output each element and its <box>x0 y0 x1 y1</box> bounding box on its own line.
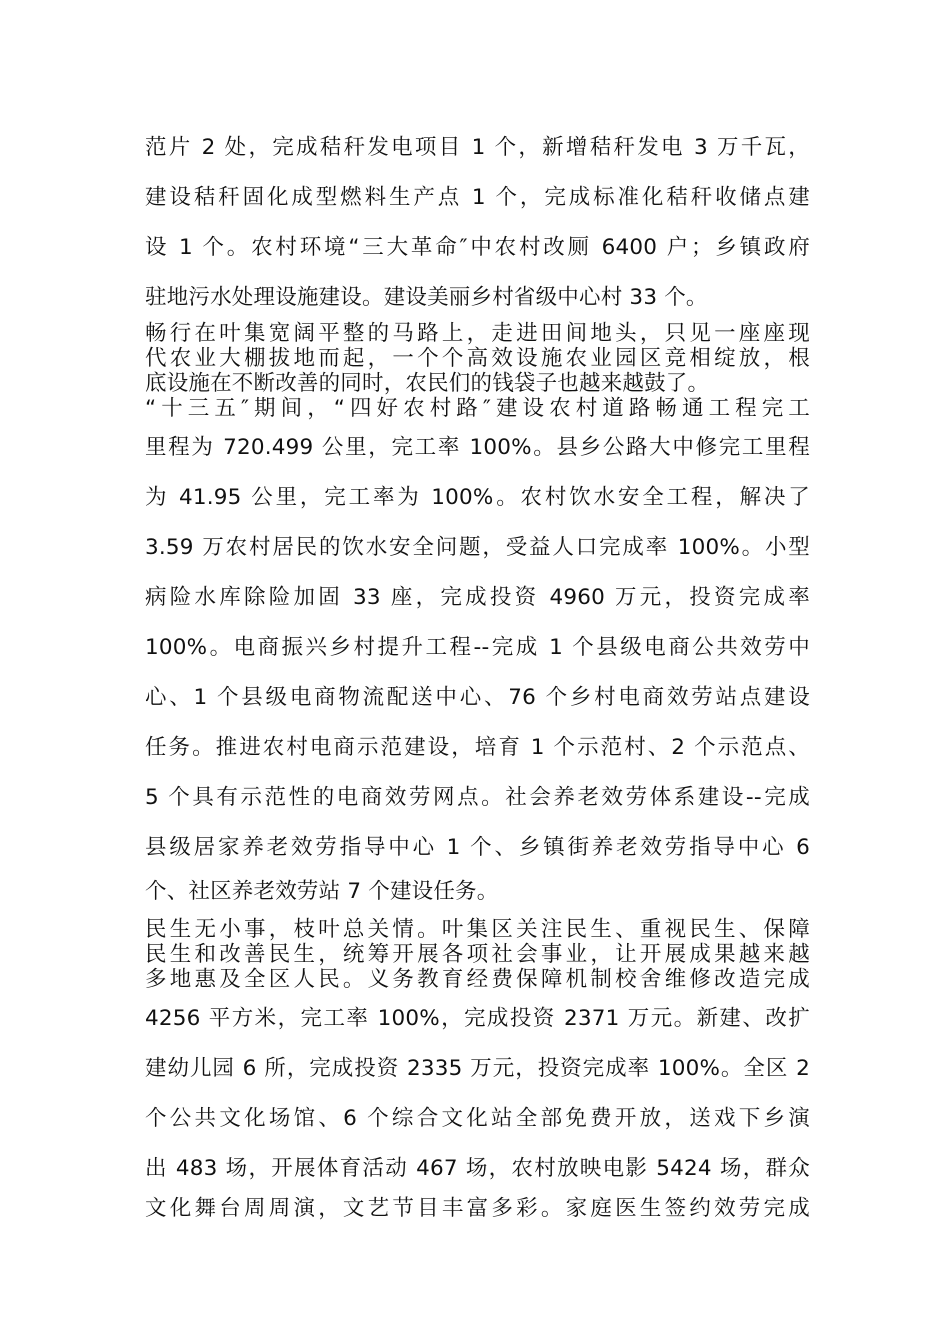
text-line: 建幼儿园 6 所，完成投资 2335 万元，投资完成率 100%。全区 2 <box>145 1056 810 1081</box>
text-line: 县级居家养老效劳指导中心 1 个、乡镇街养老效劳指导中心 6 <box>145 835 810 860</box>
text-line: 多地惠及全区人民。义务教育经费保障机制校舍维修改造完成 <box>145 967 810 992</box>
text-line: 代农业大棚拔地而起，一个个高效设施农业园区竞相绽放，根 <box>145 346 810 371</box>
text-line: 民生和改善民生，统筹开展各项社会事业，让开展成果越来越 <box>145 942 810 967</box>
text-line: 范片 2 处，完成秸秆发电项目 1 个，新增秸秆发电 3 万千瓦， <box>145 135 810 160</box>
text-line: 100%。电商振兴乡村提升工程--完成 1 个县级电商公共效劳中 <box>145 635 810 660</box>
text-line: “十三五″期间，“四好农村路″建设农村道路畅通工程完工 <box>145 396 810 421</box>
text-line: 5 个具有示范性的电商效劳网点。社会养老效劳体系建设--完成 <box>145 785 810 810</box>
text-line: 设 1 个。农村环境“三大革命″中农村改厕 6400 户；乡镇政府 <box>145 235 810 260</box>
text-line: 驻地污水处理设施建设。建设美丽乡村省级中心村 33 个。 <box>145 285 708 310</box>
text-line: 底设施在不断改善的同时，农民们的钱袋子也越来越鼓了。 <box>145 371 710 396</box>
text-line: 出 483 场，开展体育活动 467 场，农村放映电影 5424 场，群众 <box>145 1156 810 1181</box>
text-line: 建设秸秆固化成型燃料生产点 1 个，完成标准化秸秆收储点建 <box>145 185 810 210</box>
text-line: 民生无小事，枝叶总关情。叶集区关注民生、重视民生、保障 <box>145 917 810 942</box>
text-line: 个公共文化场馆、6 个综合文化站全部免费开放，送戏下乡演 <box>145 1106 810 1131</box>
text-line: 个、社区养老效劳站 7 个建设任务。 <box>145 879 499 904</box>
text-line: 畅行在叶集宽阔平整的马路上，走进田间地头，只见一座座现 <box>145 321 810 346</box>
text-line: 里程为 720.499 公里，完工率 100%。县乡公路大中修完工里程 <box>145 435 810 460</box>
text-line: 3.59 万农村居民的饮水安全问题，受益人口完成率 100%。小型 <box>145 535 810 560</box>
text-line: 任务。推进农村电商示范建设，培育 1 个示范村、2 个示范点、 <box>145 735 810 760</box>
text-line: 病险水库除险加固 33 座，完成投资 4960 万元，投资完成率 <box>145 585 810 610</box>
text-line: 心、1 个县级电商物流配送中心、76 个乡村电商效劳站点建设 <box>145 685 810 710</box>
text-line: 4256 平方米，完工率 100%，完成投资 2371 万元。新建、改扩 <box>145 1006 810 1031</box>
text-line: 为 41.95 公里，完工率为 100%。农村饮水安全工程，解决了 <box>145 485 810 510</box>
text-line: 文化舞台周周演，文艺节目丰富多彩。家庭医生签约效劳完成 <box>145 1196 810 1221</box>
